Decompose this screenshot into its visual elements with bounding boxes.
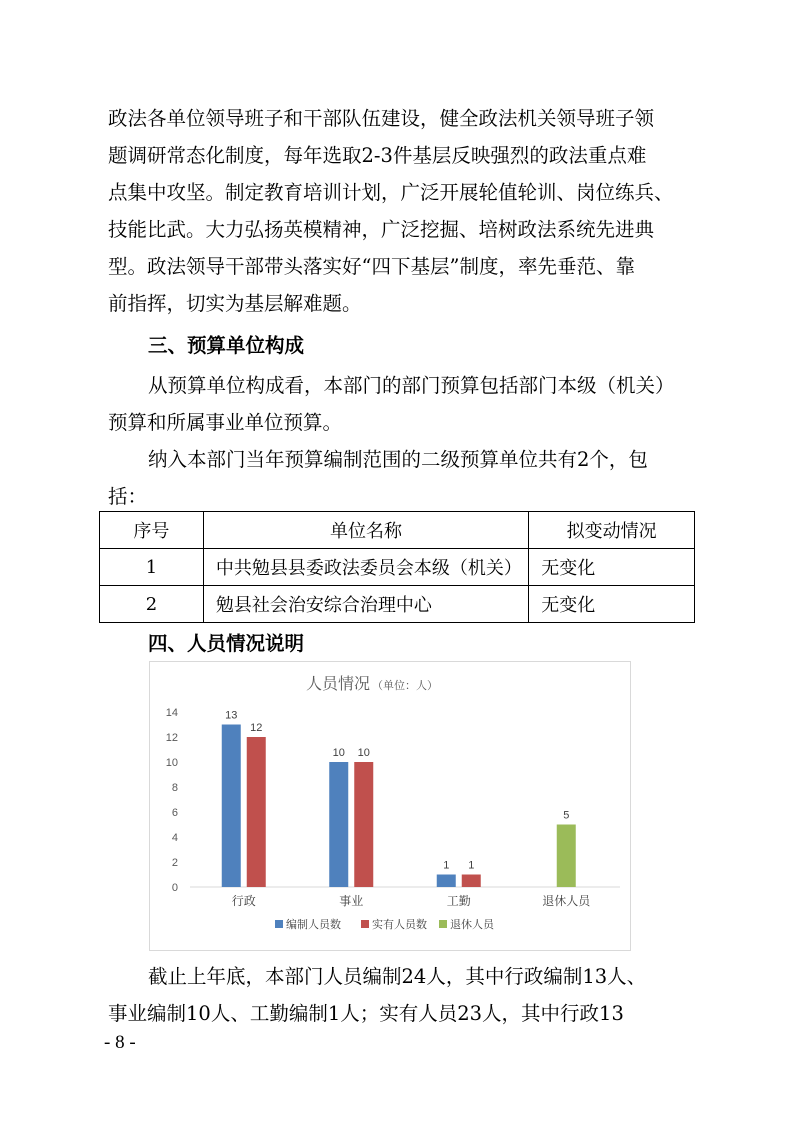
data-label: 1 (468, 859, 475, 872)
table-cell: 无变化 (529, 549, 695, 586)
bar (462, 875, 481, 888)
section-heading-staff: 四、人员情况说明 (148, 632, 305, 655)
data-label: 5 (563, 809, 570, 822)
table-cell: 勉县社会治安综合治理中心 (203, 586, 528, 623)
legend-swatch (361, 920, 369, 928)
paragraph-secondary-units (108, 441, 696, 515)
chart-title-unit: （单位：人） (372, 680, 438, 692)
x-tick-label: 退休人员 (542, 894, 591, 908)
legend-swatch (275, 920, 283, 928)
text-line: 题调研常态化制度，每年选取2-3件基层反映强烈的政法重点难 (108, 144, 647, 167)
y-tick-label: 4 (171, 832, 178, 844)
y-tick-label: 6 (171, 807, 178, 819)
y-tick-label: 2 (171, 857, 178, 869)
chart-canvas (150, 662, 630, 950)
chart-title: 人员情况 (305, 676, 370, 693)
data-label: 1 (443, 859, 450, 872)
y-tick-label: 8 (171, 782, 178, 794)
legend-label: 实有人员数 (372, 919, 427, 931)
page-number: - 8 - (104, 1032, 136, 1053)
text-line: 点集中攻坚。制定教育培训计划，广泛开展轮值轮训、岗位练兵、 (108, 181, 674, 204)
table-header-cell: 序号 (100, 512, 204, 549)
text-line: 预算和所属事业单位预算。 (108, 411, 343, 434)
paragraph-budget-composition (108, 367, 696, 441)
text-line: 技能比武。大力弘扬英模精神，广泛挖掘、培树政法系统先进典 (108, 218, 655, 241)
data-label: 13 (225, 709, 238, 722)
x-tick-label: 事业 (339, 894, 364, 908)
text-line: 前指挥，切实为基层解难题。 (108, 292, 362, 315)
y-tick-label: 10 (165, 757, 178, 769)
bar (437, 875, 456, 888)
x-tick-label: 工勤 (446, 894, 471, 908)
table-cell: 无变化 (529, 586, 695, 623)
text-line: 纳入本部门当年预算编制范围的二级预算单位共有2个，包 (148, 448, 648, 471)
y-tick-label: 12 (165, 732, 178, 744)
table-row (100, 549, 695, 586)
y-tick-label: 0 (171, 882, 178, 894)
table-header-cell: 单位名称 (203, 512, 528, 549)
bar (222, 725, 241, 888)
paragraph-staff-summary (108, 958, 696, 1032)
y-tick-label: 14 (165, 707, 178, 719)
section-heading-budget-units: 三、预算单位构成 (148, 334, 305, 357)
text-line: 从预算单位构成看，本部门的部门预算包括部门本级（机关） (148, 374, 675, 397)
table-header-row (100, 512, 695, 549)
legend-swatch (439, 920, 447, 928)
budget-units-table (99, 511, 695, 623)
text-line: 括： (108, 485, 148, 508)
data-label: 10 (332, 747, 345, 759)
bar (247, 737, 266, 887)
data-label: 10 (357, 747, 370, 759)
legend-label: 编制人员数 (286, 919, 341, 931)
paragraph-party-building (108, 100, 696, 322)
bar (329, 762, 348, 887)
legend-label: 退休人员 (450, 919, 494, 931)
table-cell: 中共勉县县委政法委员会本级（机关） (203, 549, 528, 586)
bar (354, 762, 373, 887)
text-line: 型。政法领导干部带头落实好“四下基层”制度，率先垂范、靠 (108, 255, 635, 278)
table-header-cell: 拟变动情况 (529, 512, 695, 549)
bar (557, 825, 576, 888)
text-line: 事业编制10人、工勤编制1人；实有人员23人，其中行政13 (108, 1002, 624, 1025)
staff-bar-chart (149, 661, 631, 951)
x-tick-label: 行政 (231, 894, 256, 908)
table-cell: 1 (100, 549, 204, 586)
text-line: 政法各单位领导班子和干部队伍建设，健全政法机关领导班子领 (108, 107, 655, 130)
table-row (100, 586, 695, 623)
table-cell: 2 (100, 586, 204, 623)
text-line: 截止上年底，本部门人员编制24人，其中行政编制13人、 (148, 965, 647, 988)
data-label: 12 (250, 722, 263, 734)
